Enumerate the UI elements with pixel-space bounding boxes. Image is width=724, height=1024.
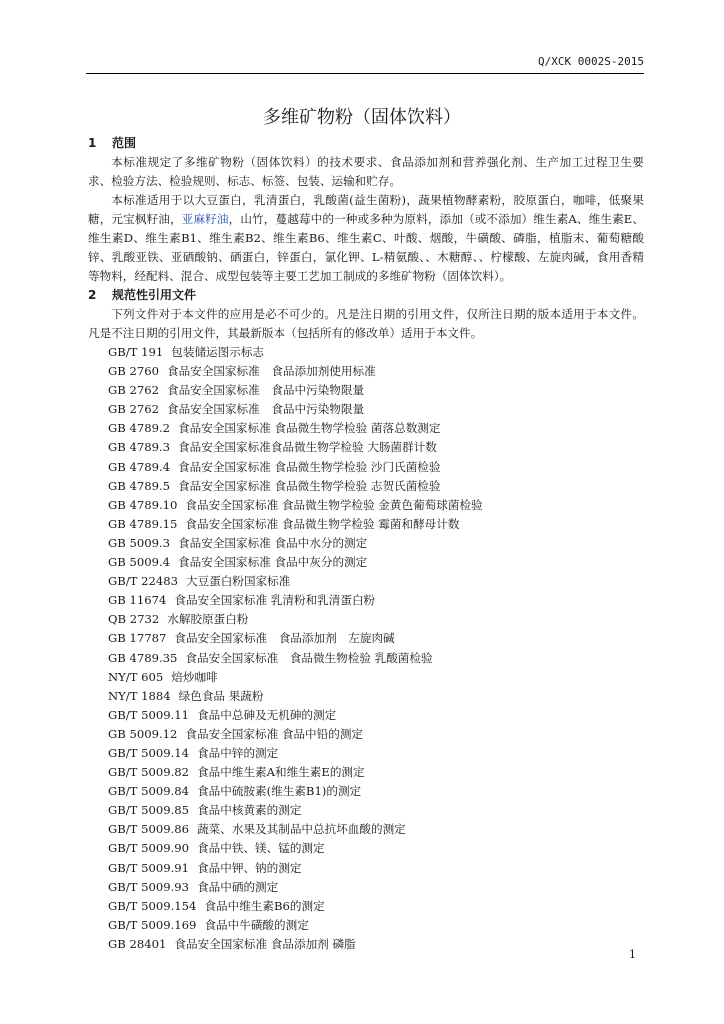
reference-title: 食品中维生素B6的测定 [204, 898, 325, 913]
reference-code: GB 4789.35 [108, 650, 178, 665]
reference-item [108, 897, 644, 916]
section-1-heading [88, 134, 644, 153]
scope-p2-after: ，山竹，蔓越莓中的一种或多种为原料，添加（或不添加）维生素A、维生素E、维生素D、维生素B1、维生素B2、维生素B6、维生素C、叶酸、烟酸，牛磺酸、磷脂，植脂末、葡萄糖酸锌、乳酸亚铁、亚硒酸钠、硒蛋白，锌蛋白，氯化钾、L-精氨酸、、木糖醇、、柠檬酸、左旋肉碱，食用香精等物料，经配料、混合、成型包装等主要工艺加工制成的多维矿物粉（固体饮料）。 [88, 212, 644, 283]
reference-code: GB 2762 [108, 402, 159, 417]
reference-title: 食品中总砷及无机砷的测定 [197, 707, 337, 722]
reference-item [108, 668, 644, 687]
reference-item [108, 496, 644, 515]
reference-code: GB 5009.3 [108, 535, 171, 550]
reference-title: 食品中核黄素的测定 [197, 803, 302, 818]
reference-code: GB/T 22483 [108, 574, 178, 589]
reference-title: 食品中硫胺素(维生素B1)的测定 [197, 784, 362, 799]
section-2-heading [88, 286, 644, 305]
reference-title: 食品安全国家标准 食品微生物学检验 沙门氏菌检验 [178, 459, 441, 474]
reference-item [108, 381, 644, 400]
reference-item [108, 419, 644, 438]
reference-code: NY/T 605 [108, 669, 164, 684]
reference-title: 食品安全国家标准 食品中铅的测定 [185, 726, 364, 741]
reference-item [108, 610, 644, 629]
reference-item [108, 839, 644, 858]
page-number: 1 [629, 948, 636, 961]
reference-item [108, 400, 644, 419]
reference-code: GB/T 5009.154 [108, 898, 197, 913]
reference-code: GB/T 5009.82 [108, 765, 190, 780]
reference-title: 食品安全国家标准食品微生物学检验 大肠菌群计数 [178, 440, 437, 455]
reference-code: GB/T 5009.14 [108, 745, 190, 760]
reference-item [108, 477, 644, 496]
page-title: 多维矿物粉（固体饮料） [263, 107, 461, 128]
reference-item [108, 515, 644, 534]
reference-item [108, 572, 644, 591]
reference-title: 食品安全国家标准 食品中污染物限量 [166, 383, 365, 398]
reference-code: GB/T 5009.90 [108, 841, 190, 856]
reference-code: GB 4789.3 [108, 440, 171, 455]
reference-title: 食品安全国家标准 食品中水分的测定 [178, 535, 368, 550]
reference-item [108, 744, 644, 763]
reference-code: GB 5009.12 [108, 726, 178, 741]
reference-title: 食品安全国家标准 食品添加剂 磷脂 [174, 936, 356, 951]
reference-code: QB 2732 [108, 612, 160, 627]
reference-code: GB 5009.4 [108, 555, 171, 570]
reference-item [108, 859, 644, 878]
reference-title: 食品中铁、镁、锰的测定 [197, 841, 325, 856]
reference-title: 包装储运图示标志 [171, 345, 265, 359]
reference-code: GB/T 5009.11 [108, 707, 190, 722]
reference-code: GB 2762 [108, 383, 159, 398]
reference-title: 食品中牛磺酸的测定 [204, 917, 309, 932]
reference-title: 食品安全国家标准 食品添加剂使用标准 [166, 364, 376, 379]
reference-title: 食品安全国家标准 食品微生物学检验 菌落总数测定 [178, 421, 441, 436]
reference-item [108, 725, 644, 744]
reference-code: GB 4789.4 [108, 459, 171, 474]
section-2-number: 2 [88, 288, 97, 302]
reference-item [108, 343, 644, 362]
reference-code: GB 4789.5 [108, 478, 171, 493]
reference-title: 食品中钾、钠的测定 [197, 860, 302, 875]
reference-code: GB/T 191 [108, 345, 164, 359]
reference-title: 食品安全国家标准 食品添加剂 左旋肉碱 [174, 631, 395, 646]
reference-item [108, 591, 644, 610]
reference-title: 绿色食品 果蔬粉 [178, 688, 264, 703]
reference-title: 食品安全国家标准 食品中灰分的测定 [178, 555, 368, 570]
section-1-title: 范围 [112, 136, 137, 150]
reference-title: 焙炒咖啡 [171, 669, 218, 684]
reference-item [108, 706, 644, 725]
reference-item [108, 687, 644, 706]
reference-item [108, 458, 644, 477]
reference-code: GB 28401 [108, 936, 167, 951]
header-rule [86, 73, 644, 74]
reference-code: GB 11674 [108, 593, 167, 608]
reference-title: 食品安全国家标准 食品中污染物限量 [166, 402, 365, 417]
reference-item [108, 438, 644, 457]
reference-code: GB 2760 [108, 364, 159, 379]
linseed-oil-link[interactable]: 亚麻籽油 [181, 212, 229, 226]
reference-title: 食品中维生素A和维生素E的测定 [197, 765, 365, 780]
reference-item [108, 629, 644, 648]
reference-code: GB/T 5009.91 [108, 860, 190, 875]
reference-title: 食品中锌的测定 [197, 745, 279, 760]
reference-code: GB 17787 [108, 631, 167, 646]
reference-code: GB 4789.10 [108, 497, 178, 512]
reference-item [108, 801, 644, 820]
reference-title: 大豆蛋白粉国家标准 [186, 574, 291, 589]
section-1-number: 1 [88, 136, 97, 150]
section-2-title: 规范性引用文件 [112, 288, 197, 302]
scope-paragraph-1: 本标准规定了多维矿物粉（固体饮料）的技术要求、食品添加剂和营养强化剂、生产加工过程卫生要求、检验方法、检验规则、标志、标签、包装、运输和贮存。 [88, 155, 644, 188]
scope-p2-before: 本标准适用于以大豆蛋白，乳清蛋白，乳酸菌(益生菌粉)，蔬果植物酵素粉，胶原蛋白，咖啡，低聚果糖，元宝枫籽油， [88, 193, 644, 226]
reference-item [108, 878, 644, 897]
reference-item [108, 553, 644, 572]
reference-title: 食品安全国家标准 食品微生物检验 乳酸菌检验 [185, 650, 433, 665]
reference-item [108, 935, 644, 954]
reference-item [108, 362, 644, 381]
reference-item [108, 534, 644, 553]
reference-code: NY/T 1884 [108, 688, 171, 703]
doc-code: Q/XCK 0002S-2015 [538, 55, 644, 68]
reference-title: 食品安全国家标准 食品微生物学检验 霉菌和酵母计数 [185, 516, 460, 531]
reference-code: GB/T 5009.86 [108, 822, 190, 837]
reference-item [108, 763, 644, 782]
scope-paragraph-2 [88, 191, 644, 286]
reference-item [108, 820, 644, 839]
reference-code: GB 4789.2 [108, 421, 171, 436]
document-body [88, 134, 644, 954]
reference-title: 水解胶原蛋白粉 [167, 612, 249, 627]
reference-list [88, 343, 644, 954]
reference-item [108, 916, 644, 935]
reference-title: 食品中硒的测定 [197, 879, 279, 894]
reference-code: GB/T 5009.169 [108, 917, 197, 932]
reference-title: 食品安全国家标准 食品微生物学检验 金黄色葡萄球菌检验 [185, 497, 483, 512]
reference-code: GB/T 5009.85 [108, 803, 190, 818]
reference-code: GB/T 5009.93 [108, 879, 190, 894]
reference-title: 蔬菜、水果及其制品中总抗坏血酸的测定 [197, 822, 406, 837]
reference-code: GB/T 5009.84 [108, 784, 190, 799]
reference-code: GB 4789.15 [108, 516, 178, 531]
reference-item [108, 782, 644, 801]
reference-item [108, 649, 644, 668]
references-intro: 下列文件对于本文件的应用是必不可少的。凡是注日期的引用文件，仅所注日期的版本适用于本文件。凡是不注日期的引用文件，其最新版本（包括所有的修改单）适用于本文件。 [88, 307, 644, 340]
reference-title: 食品安全国家标准 乳清粉和乳清蛋白粉 [174, 593, 376, 608]
reference-title: 食品安全国家标准 食品微生物学检验 志贺氏菌检验 [178, 478, 441, 493]
